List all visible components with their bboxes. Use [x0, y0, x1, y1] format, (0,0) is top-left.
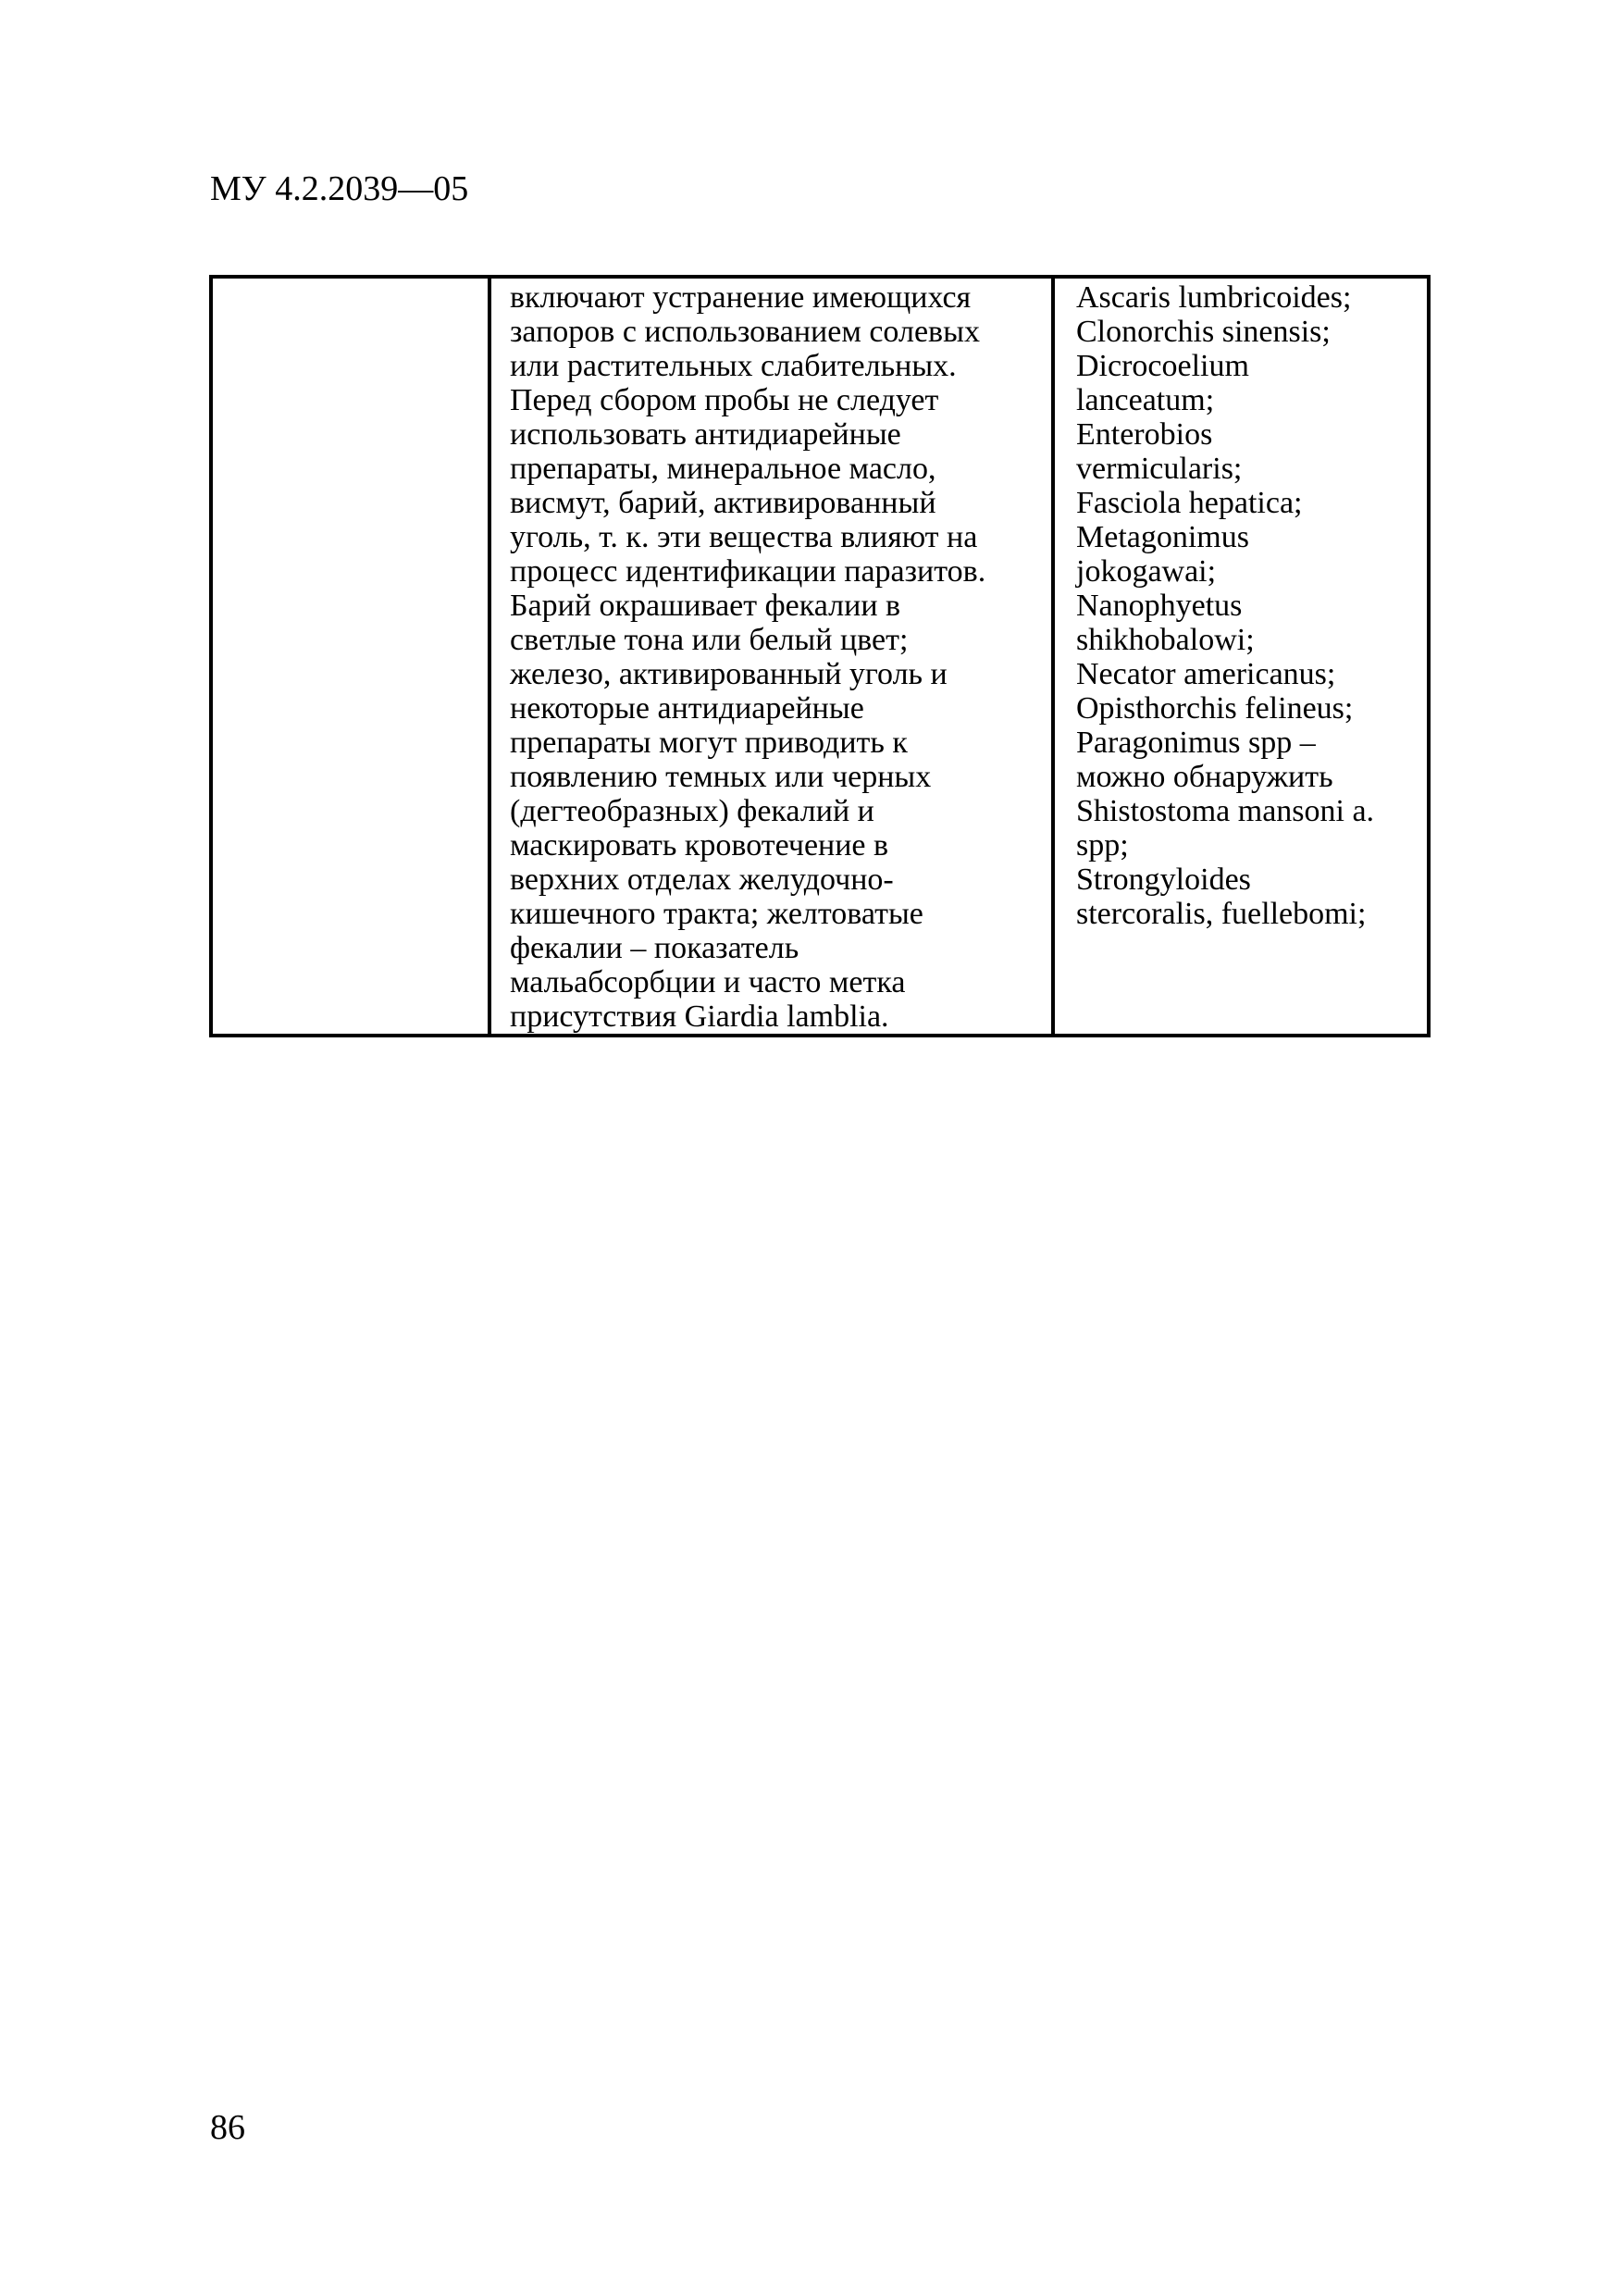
cell-line: присутствия Giardia lamblia. [510, 999, 889, 1034]
table-cell-col-3 [1053, 277, 1429, 1036]
cell-line: Strongyloides [1076, 863, 1251, 897]
cell-line: Opisthorchis felineus; [1076, 691, 1354, 726]
cell-line: (дегтеобразных) фекалий и [510, 794, 874, 828]
cell-line: Nanophyetus [1076, 589, 1243, 623]
running-header: МУ 4.2.2039—05 [210, 169, 469, 208]
cell-line: мальабсорбции и часто метка [510, 965, 906, 999]
cell-line: shikhobalowi; [1076, 623, 1255, 657]
cell-line: Paragonimus spp – [1076, 726, 1316, 760]
cell-line: vermicularis; [1076, 452, 1243, 486]
cell-line: spp; [1076, 828, 1129, 863]
cell-line: уголь, т. к. эти вещества влияют на [510, 520, 978, 554]
cell-line: Necator americanus; [1076, 657, 1336, 691]
cell-line: stercoralis, fuellebomi; [1076, 897, 1367, 931]
cell-line: фекалии – показатель [510, 931, 799, 965]
page-number: 86 [210, 2108, 245, 2147]
cell-line: Shistostoma mansoni a. [1076, 794, 1375, 828]
cell-line: Clonorchis sinensis; [1076, 315, 1331, 349]
cell-line: Dicrocoelium [1076, 349, 1249, 383]
cell-text-col-2 [491, 280, 1051, 1034]
table-row [211, 277, 1429, 1036]
cell-line: Enterobios [1076, 417, 1213, 452]
cell-line: Перед сбором пробы не следует [510, 383, 939, 417]
cell-line: верхних отделах желудочно- [510, 863, 894, 897]
cell-line: запоров с использованием солевых [510, 315, 980, 349]
cell-line: светлые тона или белый цвет; [510, 623, 909, 657]
cell-line: железо, активированный уголь и [510, 657, 948, 691]
cell-line: Барий окрашивает фекалии в [510, 589, 901, 623]
cell-line: Fasciola hepatica; [1076, 486, 1303, 520]
cell-text-col-3 [1055, 280, 1427, 931]
cell-line: Metagonimus [1076, 520, 1249, 554]
cell-line: использовать антидиарейные [510, 417, 901, 452]
cell-line: или растительных слабительных. [510, 349, 957, 383]
content-table [209, 275, 1431, 1037]
cell-line: lanceatum; [1076, 383, 1215, 417]
cell-line: включают устранение имеющихся [510, 280, 972, 315]
cell-line: маскировать кровотечение в [510, 828, 889, 863]
cell-line: можно обнаружить [1076, 760, 1333, 794]
cell-line: Ascaris lumbricoides; [1076, 280, 1352, 315]
cell-line: появлению темных или черных [510, 760, 932, 794]
cell-line: jokogawai; [1076, 554, 1217, 589]
cell-line: препараты могут приводить к [510, 726, 908, 760]
cell-line: процесс идентификации паразитов. [510, 554, 986, 589]
table-cell-col-2 [489, 277, 1053, 1036]
cell-line: препараты, минеральное масло, [510, 452, 936, 486]
cell-line: некоторые антидиарейные [510, 691, 864, 726]
table-cell-col-1 [211, 277, 489, 1036]
cell-line: висмут, барий, активированный [510, 486, 936, 520]
cell-line: кишечного тракта; желтоватые [510, 897, 923, 931]
